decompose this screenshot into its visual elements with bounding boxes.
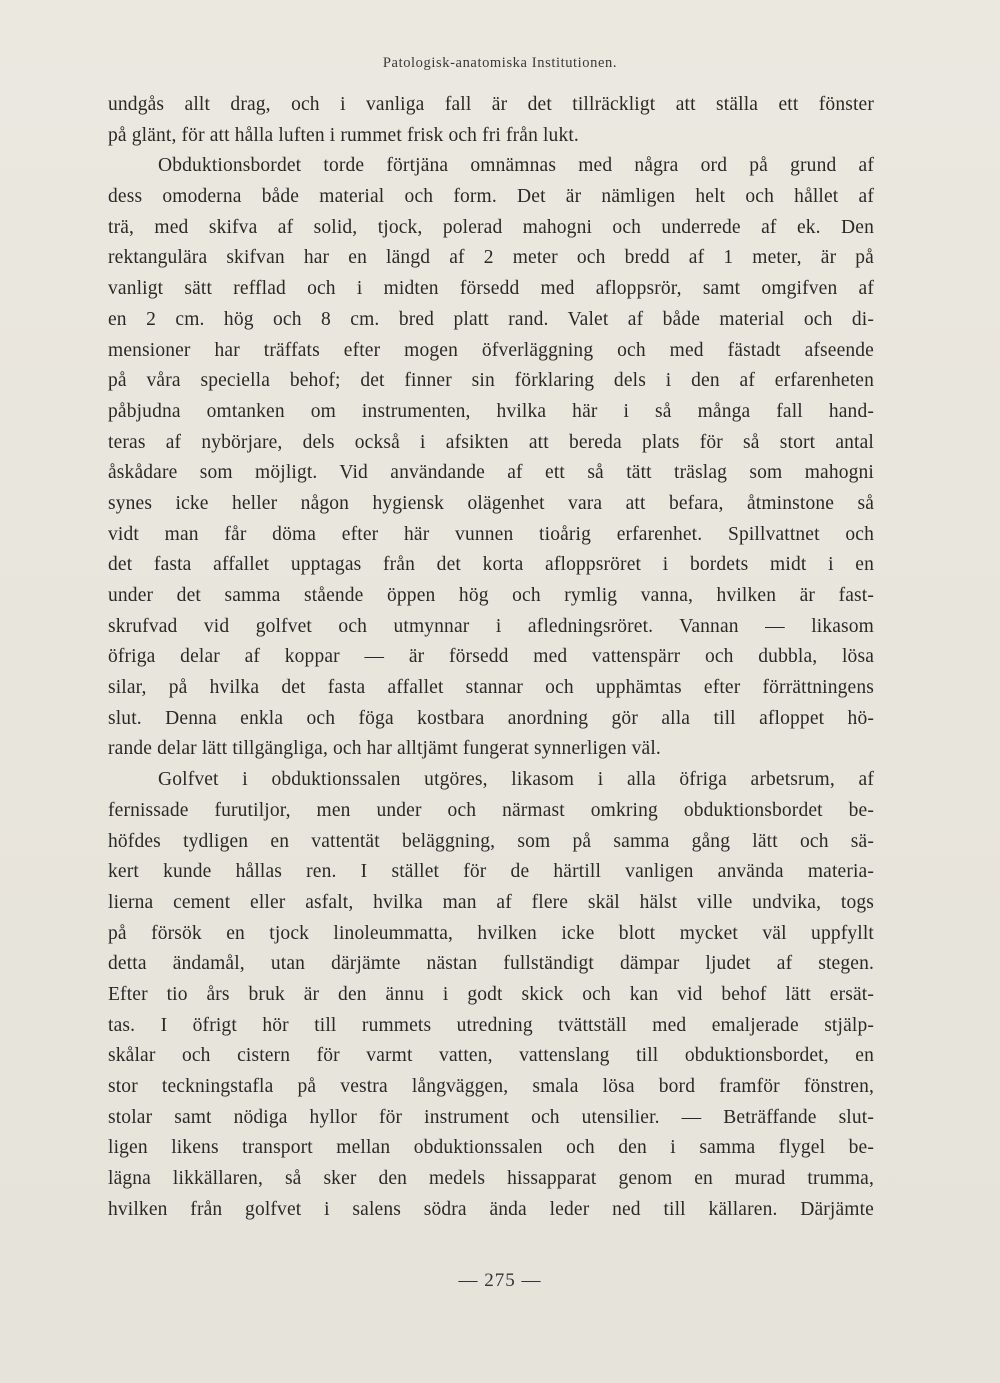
text-line: skrufvad vid golfvet och utmynnar i afledningsröret. Vannan — likasom: [108, 615, 874, 637]
text-line: synes icke heller någon hygiensk olägenhet vara att befara, åtminstone så: [108, 492, 874, 514]
text-line: mensioner har träffats efter mogen öfverläggning och med fästadt afseende: [108, 339, 874, 361]
text-line: kert kunde hållas ren. I stället för de härtill vanligen använda materia-: [108, 861, 874, 883]
text-line: stor teckningstafla på vestra långväggen, smala lösa bord framför fönstren,: [108, 1076, 874, 1097]
body-text: [108, 90, 874, 1225]
page-number: — 275 —: [458, 1270, 542, 1291]
text-line: undgås allt drag, och i vanliga fall är det tillräckligt att ställa ett fönster: [108, 94, 874, 115]
text-line: Golfvet i obduktionssalen utgöres, likasom i alla öfriga arbetsrum, af: [158, 769, 874, 791]
text-line: detta ändamål, utan därjämte nästan fullständigt dämpar ljudet af stegen.: [108, 953, 874, 975]
text-line: på glänt, för att hålla luften i rummet frisk och fri från lukt.: [108, 124, 579, 146]
text-line: Efter tio års bruk är den ännu i godt skick och kan vid behof lätt ersät-: [108, 983, 874, 1005]
text-line: trä, med skifva af solid, tjock, polerad mahogni och underrede af ek. Den: [108, 216, 874, 238]
text-line: silar, på hvilka det fasta affallet stannar och upphämtas efter förrättningens: [108, 677, 874, 699]
text-line: lägna likkällaren, så sker den medels hissapparat genom en murad trumma,: [108, 1168, 874, 1190]
text-line: åskådare som möjligt. Vid användande af ett så tätt träslag som mahogni: [108, 462, 874, 484]
text-line: på våra speciella behof; det finner sin förklaring dels i den af erfarenheten: [108, 370, 874, 392]
text-line: tas. I öfrigt hör till rummets utredning tvättställ med emaljerade stjälp-: [108, 1014, 874, 1036]
text-line: under det samma stående öppen hög och rymlig vanna, hvilken är fast-: [108, 585, 874, 606]
text-line: rande delar lätt tillgängliga, och har alltjämt fungerat synnerligen väl.: [108, 738, 661, 760]
text-line: skålar och cistern för varmt vatten, vattenslang till obduktionsbordet, en: [108, 1045, 874, 1067]
text-line: vanligt sätt refflad och i midten försedd med afloppsrör, samt omgifven af: [108, 278, 874, 300]
text-line: höfdes tydligen en vattentät beläggning, som på samma gång lätt och sä-: [108, 830, 874, 852]
text-line: hvilken från golfvet i salens södra ända leder ned till källaren. Därjämte: [108, 1198, 874, 1220]
text-line: Obduktionsbordet torde förtjäna omnämnas med några ord på grund af: [158, 155, 874, 177]
text-line: fernissade furutiljor, men under och närmast omkring obduktionsbordet be-: [108, 799, 874, 821]
text-line: rektangulära skifvan har en längd af 2 meter och bredd af 1 meter, är på: [108, 247, 874, 269]
text-line: dess omoderna både material och form. Det är nämligen helt och hållet af: [108, 186, 874, 208]
text-line: slut. Denna enkla och föga kostbara anordning gör alla till afloppet hö-: [108, 707, 874, 729]
text-line: ligen likens transport mellan obduktionssalen och den i samma flygel be-: [108, 1137, 874, 1159]
text-line: det fasta affallet upptagas från det korta afloppsröret i bordets midt i en: [108, 554, 874, 576]
text-line: stolar samt nödiga hyllor för instrument och utensilier. — Beträffande slut-: [108, 1106, 874, 1128]
text-line: påbjudna omtanken om instrumenten, hvilka här i så många fall hand-: [108, 400, 874, 422]
text-line: en 2 cm. hög och 8 cm. bred platt rand. Valet af både material och di-: [108, 308, 874, 330]
text-line: teras af nybörjare, dels också i afsikten att bereda plats för så stort antal: [108, 431, 874, 453]
text-line: öfriga delar af koppar — är försedd med vattenspärr och dubbla, lösa: [108, 646, 874, 668]
text-line: på försök en tjock linoleummatta, hvilken icke blott mycket väl uppfyllt: [108, 922, 874, 944]
text-line: vidt man får döma efter här vunnen tioårig erfarenhet. Spillvattnet och: [108, 523, 874, 545]
running-title: Patologisk-anatomiska Institutionen.: [382, 55, 618, 71]
text-line: lierna cement eller asfalt, hvilka man af flere skäl hälst ville undvika, togs: [108, 891, 874, 913]
